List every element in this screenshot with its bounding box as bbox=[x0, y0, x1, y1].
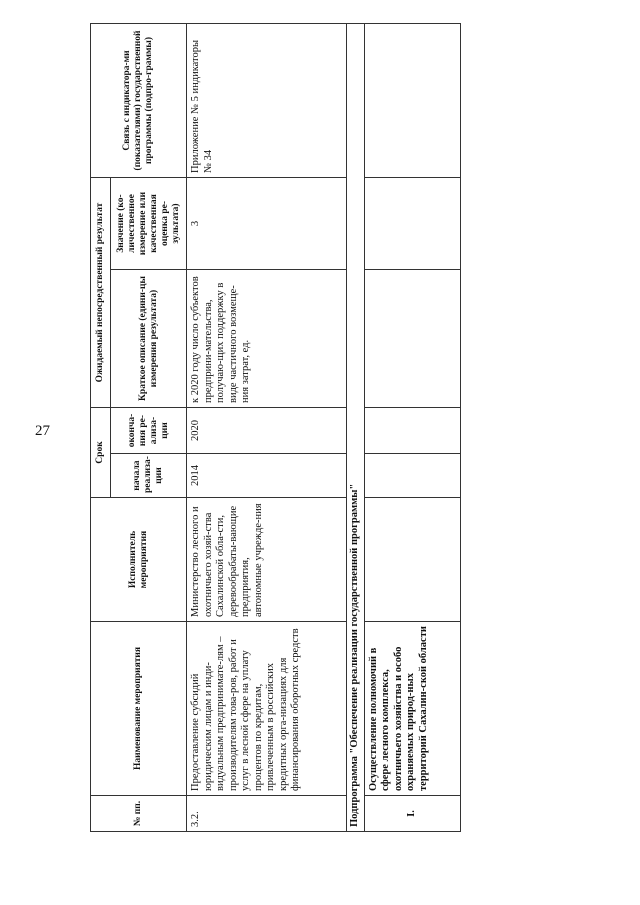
header-expected: Ожидаемый непосредственный результат bbox=[91, 178, 111, 408]
section-empty-desc bbox=[364, 270, 460, 408]
table-row bbox=[187, 24, 347, 832]
header-link: Связь с индикатора-ми (показателями) государственной программы (подпро-граммы) bbox=[91, 24, 187, 178]
activities-table bbox=[90, 23, 461, 832]
subprogram-row bbox=[347, 24, 365, 832]
header-num: № пп. bbox=[91, 796, 187, 832]
row-start: 2014 bbox=[187, 454, 347, 498]
header-name: Наименование мероприятия bbox=[91, 622, 187, 796]
row-num: 3.2. bbox=[187, 796, 347, 832]
row-value: 3 bbox=[187, 178, 347, 270]
page-number: 27 bbox=[35, 423, 50, 439]
row-executor: Министерство лесного и охотничьего хозяй-ства Сахалинской обла-сти, деревообрабаты-вающие предприятия, автономные учрежде-ния bbox=[187, 498, 347, 622]
rotated-table-container bbox=[90, 24, 466, 832]
row-link: Приложение № 5 индикаторы № 34 bbox=[187, 24, 347, 178]
section-num: I. bbox=[364, 796, 460, 832]
header-term-start: начала реализа-ции bbox=[111, 454, 187, 498]
header-expected-desc: Краткое описание (едини-цы измерения результата) bbox=[111, 270, 187, 408]
row-end: 2020 bbox=[187, 408, 347, 454]
row-desc: к 2020 году число субъектов предприни-мательства, получаю-щих поддержку в виде частичного возмеще-ния затрат, ед. bbox=[187, 270, 347, 408]
header-row-top bbox=[91, 24, 111, 832]
section-empty-start bbox=[364, 454, 460, 498]
subprogram-title: Подпрограмма "Обеспечение реализации государственной программы" bbox=[347, 24, 365, 832]
section-row bbox=[364, 24, 460, 832]
section-name: Осуществление полномочий в сфере лесного комплекса, охотничьего хозяйства и особо охраняемых природ-ных территорий Сахалин-ской области bbox=[364, 622, 460, 796]
header-term-end: оконча-ния ре-ализа-ции bbox=[111, 408, 187, 454]
header-term: Срок bbox=[91, 408, 111, 498]
header-expected-value: Значение (ко-личественное измерение или качественная оценка ре-зультата) bbox=[111, 178, 187, 270]
row-name: Предоставление субсидий юридическим лицам и инди-видуальным предпринимате-лям – производителям това-ров, работ и услуг в лесной сфере на уплату процентов по кредитам, привлеченным в российских кредитных орга-низациях для финансирования оборотных средств bbox=[187, 622, 347, 796]
section-empty-end bbox=[364, 408, 460, 454]
section-empty-link bbox=[364, 24, 460, 178]
section-empty-value bbox=[364, 178, 460, 270]
header-executor: Исполнитель мероприятия bbox=[91, 498, 187, 622]
section-empty-executor bbox=[364, 498, 460, 622]
